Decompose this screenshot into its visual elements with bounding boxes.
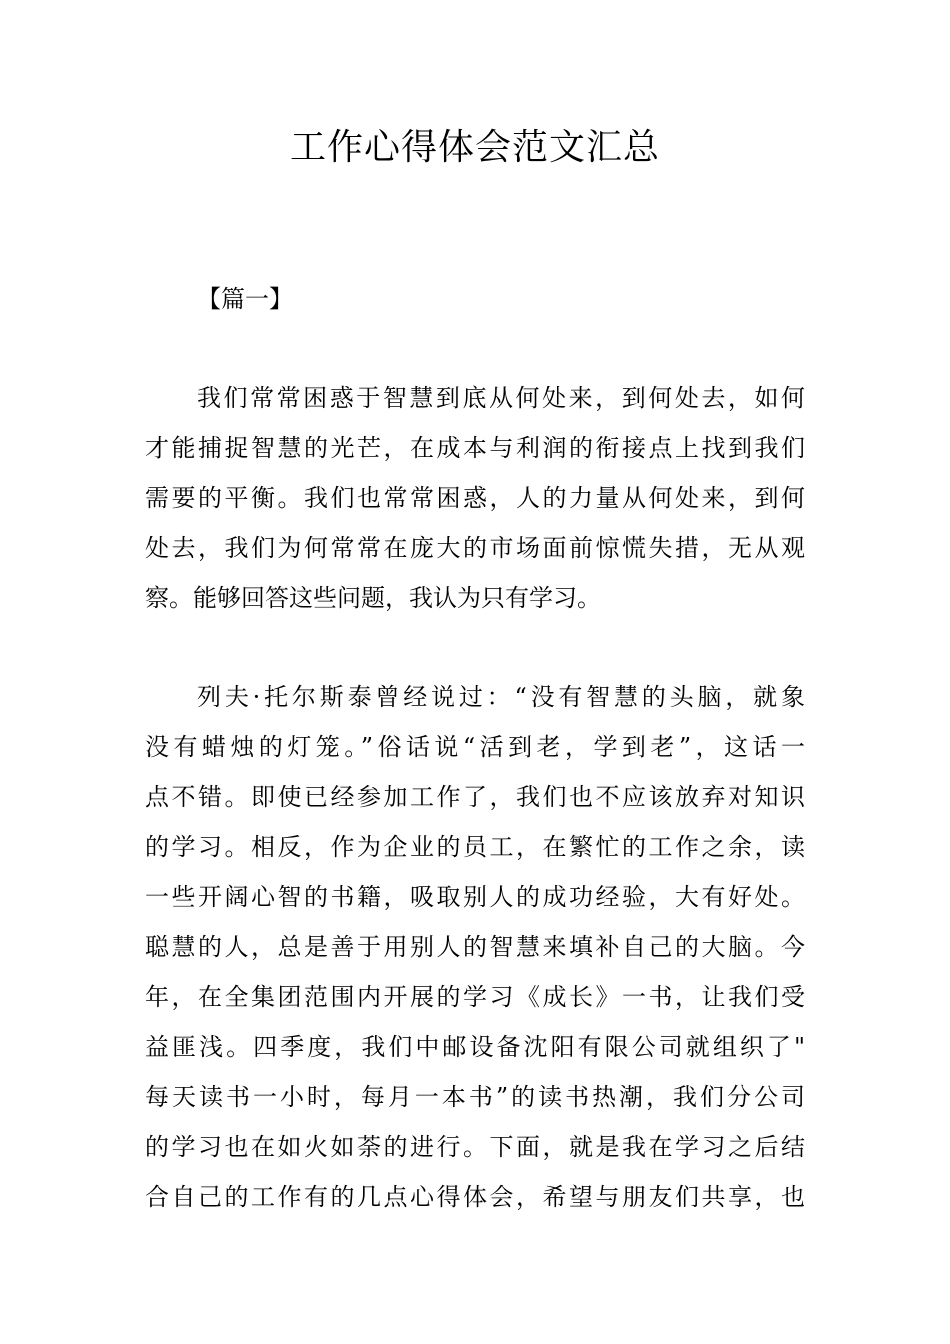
paragraph-line: 没有蜡烛的灯笼。”俗话说“活到老，学到老”，这话一: [145, 733, 805, 761]
section-label: 【篇一】: [197, 285, 293, 313]
paragraph-line: 才能捕捉智慧的光芒，在成本与利润的衔接点上找到我们: [145, 434, 805, 462]
paragraph-line: 察。能够回答这些问题，我认为只有学习。: [145, 584, 601, 612]
paragraph-line: 我们常常困惑于智慧到底从何处来，到何处去，如何: [197, 384, 805, 412]
paragraph-line: 的学习。相反，作为企业的员工，在繁忙的工作之余，读: [145, 833, 805, 861]
paragraph-line: 合自己的工作有的几点心得体会，希望与朋友们共享，也: [145, 1183, 805, 1211]
paragraph-2: [145, 672, 805, 1222]
paragraph-1: [145, 373, 805, 623]
paragraph-line: 聪慧的人，总是善于用别人的智慧来填补自己的大脑。今: [145, 933, 805, 961]
paragraph-line: 点不错。即使已经参加工作了，我们也不应该放弃对知识: [145, 783, 805, 811]
paragraph-line: 的学习也在如火如荼的进行。下面，就是我在学习之后结: [145, 1133, 805, 1161]
document-title: 工作心得体会范文汇总: [289, 127, 660, 168]
paragraph-line: 年，在全集团范围内开展的学习《成长》一书，让我们受: [145, 983, 805, 1011]
paragraph-line: 需要的平衡。我们也常常困惑，人的力量从何处来，到何: [145, 484, 805, 512]
paragraph-line: 一些开阔心智的书籍，吸取别人的成功经验，大有好处。: [145, 883, 805, 911]
paragraph-line: 益匪浅。四季度，我们中邮设备沈阳有限公司就组织了": [145, 1033, 805, 1061]
paragraph-line: 处去，我们为何常常在庞大的市场面前惊慌失措，无从观: [145, 534, 805, 562]
paragraph-line: 每天读书一小时，每月一本书”的读书热潮，我们分公司: [145, 1083, 805, 1111]
paragraph-line: 列夫·托尔斯泰曾经说过：“没有智慧的头脑，就象: [197, 683, 805, 711]
